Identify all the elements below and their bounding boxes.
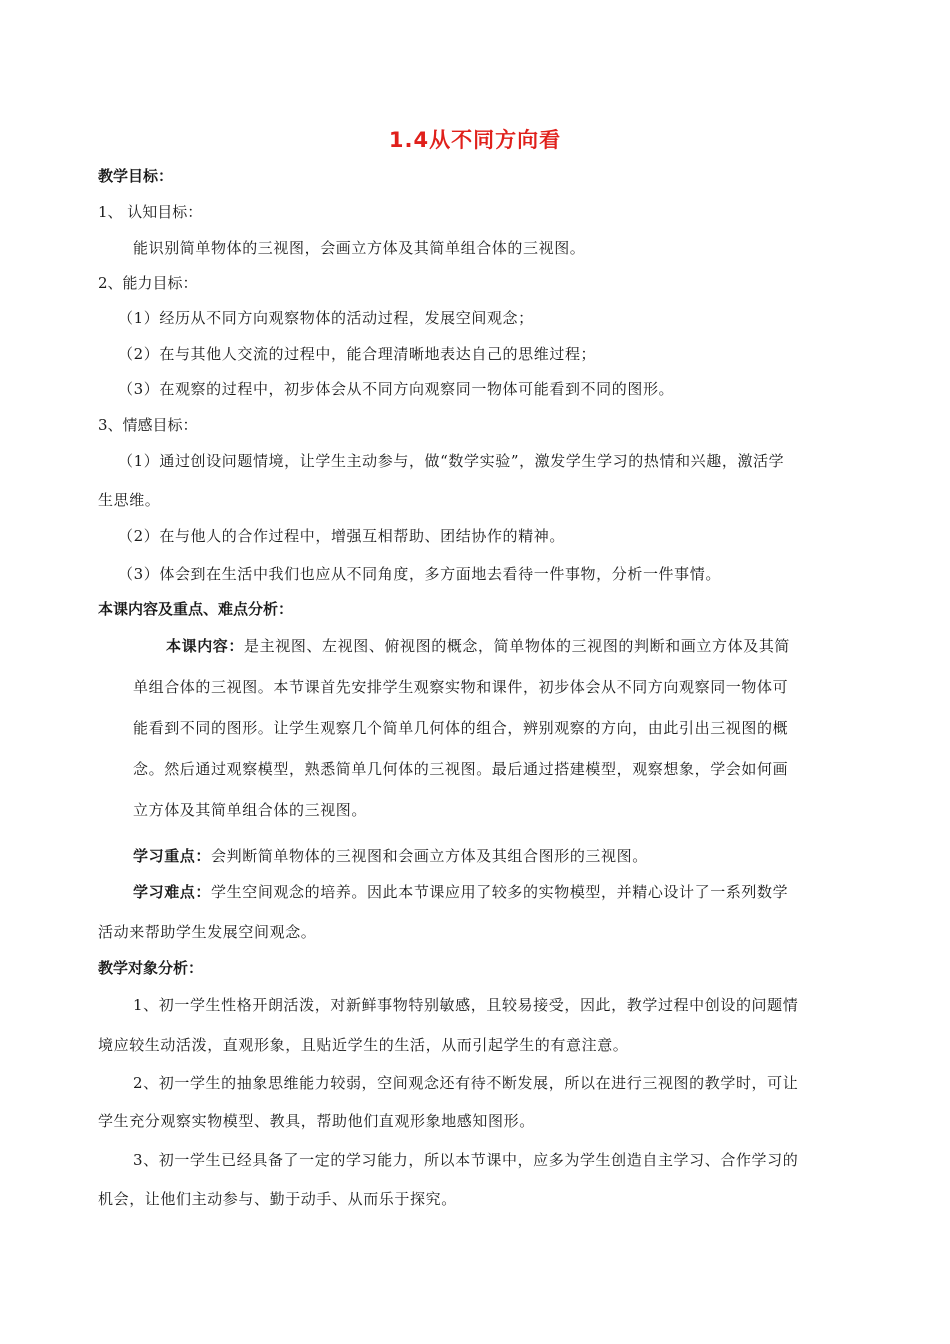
key-point-line — [133, 846, 648, 866]
students-p1-line-1: 1、初一学生性格开朗活泼，对新鲜事物特别敏感，且较易接受，因此，教学过程中创设的问题情 — [133, 996, 799, 1014]
page-title: 1.4从不同方向看 — [388, 128, 562, 152]
emotion-item-3: （3）体会到在生活中我们也应从不同角度，多方面地去看待一件事物，分析一件事情。 — [118, 565, 721, 583]
emotion-item-1-line-1: （1）通过创设问题情境，让学生主动参与，做“数学实验”，激发学生学习的热情和兴趣，激活学 — [118, 452, 785, 470]
difficulty-line-1 — [133, 882, 788, 902]
students-p2-line-2: 学生充分观察实物模型、教具，帮助他们直观形象地感知图形。 — [98, 1112, 535, 1130]
content-line: 念。然后通过观察模型，熟悉简单几何体的三视图。最后通过搭建模型，观察想象，学会如何画 — [133, 760, 789, 778]
difficulty-line-2: 活动来帮助学生发展空间观念。 — [98, 923, 317, 941]
content-line-1 — [166, 636, 790, 656]
subheading-cognitive: 1、 认知目标： — [98, 203, 203, 221]
difficulty-text: 学生空间观念的培养。因此本节课应用了较多的实物模型，并精心设计了一系列数学 — [211, 883, 789, 901]
content-line: 能看到不同的图形。让学生观察几个简单几何体的组合，辨别观察的方向，由此引出三视图的概 — [133, 719, 789, 737]
content-text: 是主视图、左视图、俯视图的概念，简单物体的三视图的判断和画立方体及其简 — [244, 637, 791, 655]
content-line: 立方体及其简单组合体的三视图。 — [133, 801, 368, 819]
students-p2-line-1: 2、初一学生的抽象思维能力较弱，空间观念还有待不断发展，所以在进行三视图的教学时，可让 — [133, 1074, 799, 1092]
subheading-emotion: 3、情感目标： — [98, 416, 198, 434]
ability-item: （1）经历从不同方向观察物体的活动过程，发展空间观念； — [118, 309, 534, 327]
section-heading-content: 本课内容及重点、难点分析： — [98, 600, 294, 618]
students-p3-line-2: 机会，让他们主动参与、勤于动手、从而乐于探究。 — [98, 1190, 457, 1208]
content-line: 单组合体的三视图。本节课首先安排学生观察实物和课件，初步体会从不同方向观察同一物体可 — [133, 678, 789, 696]
students-p1-line-2: 境应较生动活泼，直观形象，且贴近学生的生活，从而引起学生的有意注意。 — [98, 1036, 629, 1054]
ability-item: （3）在观察的过程中，初步体会从不同方向观察同一物体可能看到不同的图形。 — [118, 380, 675, 398]
cognitive-text: 能识别简单物体的三视图，会画立方体及其简单组合体的三视图。 — [133, 239, 586, 257]
key-point-label: 学习重点： — [133, 847, 212, 865]
difficulty-label: 学习难点： — [133, 883, 212, 901]
content-label: 本课内容： — [166, 637, 245, 655]
key-point-text: 会判断简单物体的三视图和会画立方体及其组合图形的三视图。 — [211, 847, 648, 865]
section-heading-students: 教学对象分析： — [98, 959, 204, 977]
emotion-item-1-line-2: 生思维。 — [98, 491, 161, 509]
students-p3-line-1: 3、初一学生已经具备了一定的学习能力，所以本节课中，应多为学生创造自主学习、合作学习的 — [133, 1151, 799, 1169]
section-heading-goals: 教学目标： — [98, 167, 174, 185]
ability-item: （2）在与其他人交流的过程中，能合理清晰地表达自己的思维过程； — [118, 345, 597, 363]
emotion-item-2: （2）在与他人的合作过程中，增强互相帮助、团结协作的精神。 — [118, 527, 565, 545]
subheading-ability: 2、能力目标： — [98, 274, 198, 292]
